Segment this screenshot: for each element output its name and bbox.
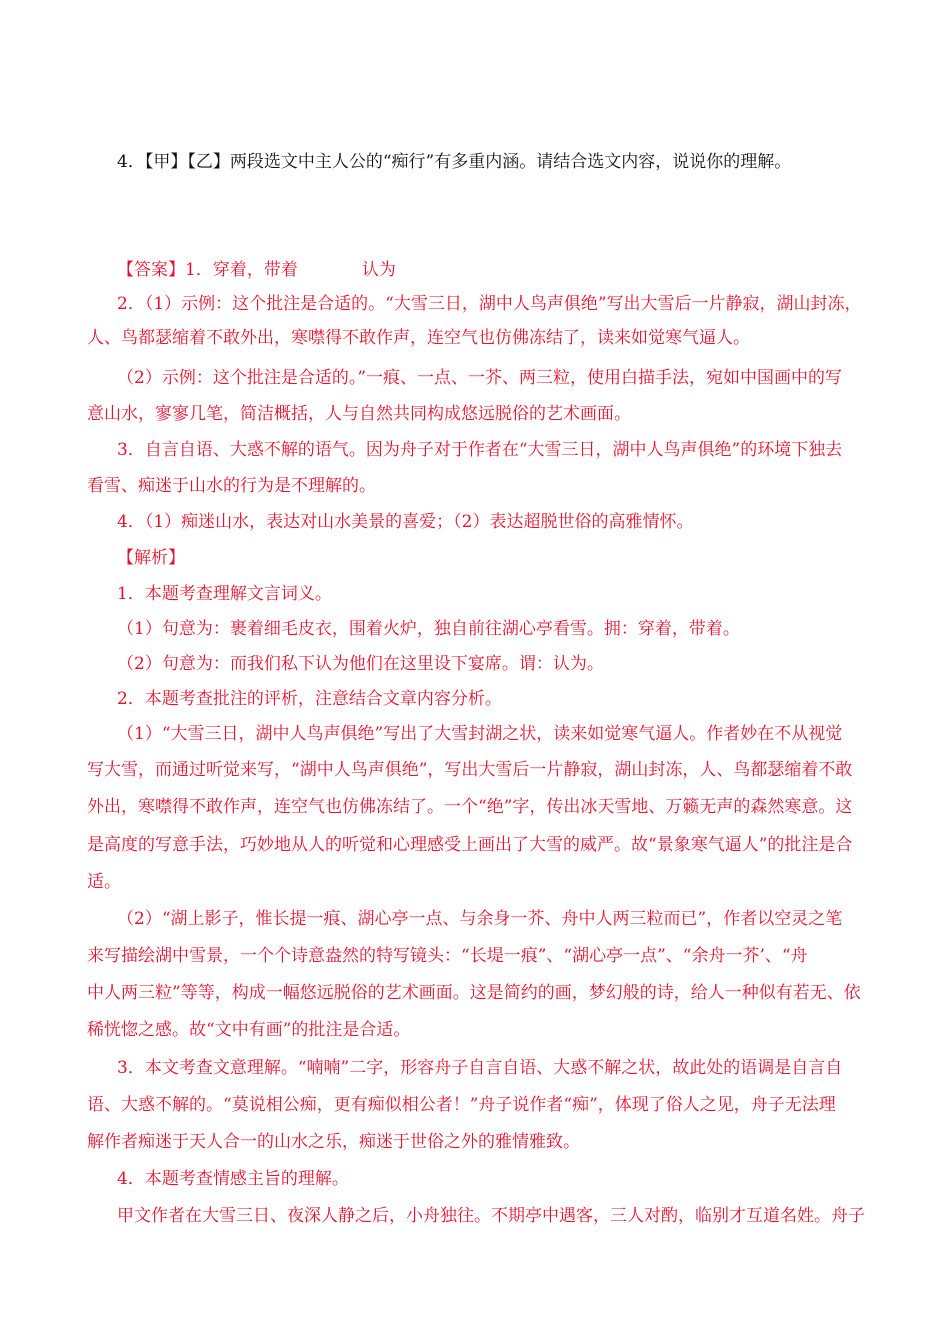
answer-2-2-line-1: （2）示例：这个批注是合适的。”一痕、一点、一芥、两三粒，使用白描手法，宛如中国画中的写	[117, 368, 843, 388]
analysis-4: 4．本题考查情感主旨的理解。	[117, 1169, 349, 1189]
analysis-3-line-3: 解作者痴迷于天人合一的山水之乐，痴迷于世俗之外的雅情雅致。	[87, 1132, 580, 1152]
analysis-2: 2．本题考查批注的评析，注意结合文章内容分析。	[117, 689, 502, 709]
analysis-3-line-2: 语、大惑不解的。“莫说相公痴，更有痴似相公者！”舟子说作者“痴”，体现了俗人之见，舟子无法理	[87, 1095, 836, 1115]
analysis-1-1: （1）句意为：裹着细毛皮衣，围着火炉，独自前往湖心亭看雪。拥：穿着，带着。	[117, 619, 740, 639]
answer-2-2-line-2: 意山水，寥寥几笔，简洁概括，人与自然共同构成悠远脱俗的艺术画面。	[87, 404, 631, 424]
answer-3-line-2: 看雪、痴迷于山水的行为是不理解的。	[87, 476, 376, 496]
analysis-4-line-1: 甲文作者在大雪三日、夜深人静之后，小舟独往。不期亭中遇客，三人对酌，临别才互道名姓。舟子	[117, 1206, 865, 1226]
analysis-1-2: （2）句意为：而我们私下认为他们在这里设下宴席。谓：认为。	[117, 654, 604, 674]
analysis-2-1-line-1: （1）“大雪三日，湖中人鸟声俱绝”写出了大雪封湖之状，读来如觉寒气逼人。作者妙在不从视觉	[117, 724, 843, 744]
answer-heading	[117, 260, 396, 280]
answer-4: 4．（1）痴迷山水，表达对山水美景的喜爱；（2）表达超脱世俗的高雅情怀。	[117, 512, 694, 532]
analysis-1: 1．本题考查理解文言词义。	[117, 584, 332, 604]
answer-heading-text: 【答案】1．穿着，带着	[117, 260, 298, 280]
analysis-2-2-line-3: 中人两三粒”等等，构成一幅悠远脱俗的艺术画面。这是简约的画，梦幻般的诗，给人一种似有若无、依	[87, 983, 861, 1003]
analysis-2-1-line-5: 适。	[87, 872, 121, 892]
answer-heading-extra: 认为	[361, 260, 396, 280]
question-4: 4．【甲】【乙】两段选文中主人公的“痴行”有多重内涵。请结合选文内容，说说你的理解。	[117, 152, 792, 172]
analysis-2-1-line-2: 写大雪，而通过听觉来写，“湖中人鸟声俱绝”，写出大雪后一片静寂，湖山封冻，人、鸟都瑟缩着不敢	[87, 760, 853, 780]
answer-2-1-line-1: 2．（1）示例：这个批注是合适的。“大雪三日，湖中人鸟声俱绝”写出大雪后一片静寂，湖山封冻，	[117, 294, 862, 314]
analysis-2-2-line-2: 来写描绘湖中雪景，一个个诗意盎然的特写镜头：“长堤一痕”、“湖心亭一点”、“余舟一芥’、“舟	[87, 946, 808, 966]
analysis-3-line-1: 3．本文考查文意理解。“喃喃”二字，形容舟子自言自语、大惑不解之状，故此处的语调是自言自	[117, 1058, 843, 1078]
analysis-2-1-line-3: 外出，寒噤得不敢作声，连空气也仿佛冻结了。一个“绝”字，传出冰天雪地、万籁无声的森然寒意。这	[87, 797, 853, 817]
answer-2-1-line-2: 人、鸟都瑟缩着不敢外出，寒噤得不敢作声，连空气也仿佛冻结了，读来如觉寒气逼人。	[87, 328, 750, 348]
analysis-2-1-line-4: 是高度的写意手法，巧妙地从人的听觉和心理感受上画出了大雪的威严。故“景象寒气逼人”的批注是合	[87, 835, 853, 855]
answer-3-line-1: 3．自言自语、大惑不解的语气。因为舟子对于作者在“大雪三日，湖中人鸟声俱绝”的环境下独去	[117, 440, 843, 460]
analysis-heading: 【解析】	[117, 548, 185, 568]
analysis-2-2-line-4: 稀恍惚之感。故“文中有画”的批注是合适。	[87, 1020, 411, 1040]
analysis-2-2-line-1: （2）“湖上影子，惟长提一痕、湖心亭一点、与余身一芥、舟中人两三粒而已”，作者以空灵之笔	[117, 909, 843, 929]
